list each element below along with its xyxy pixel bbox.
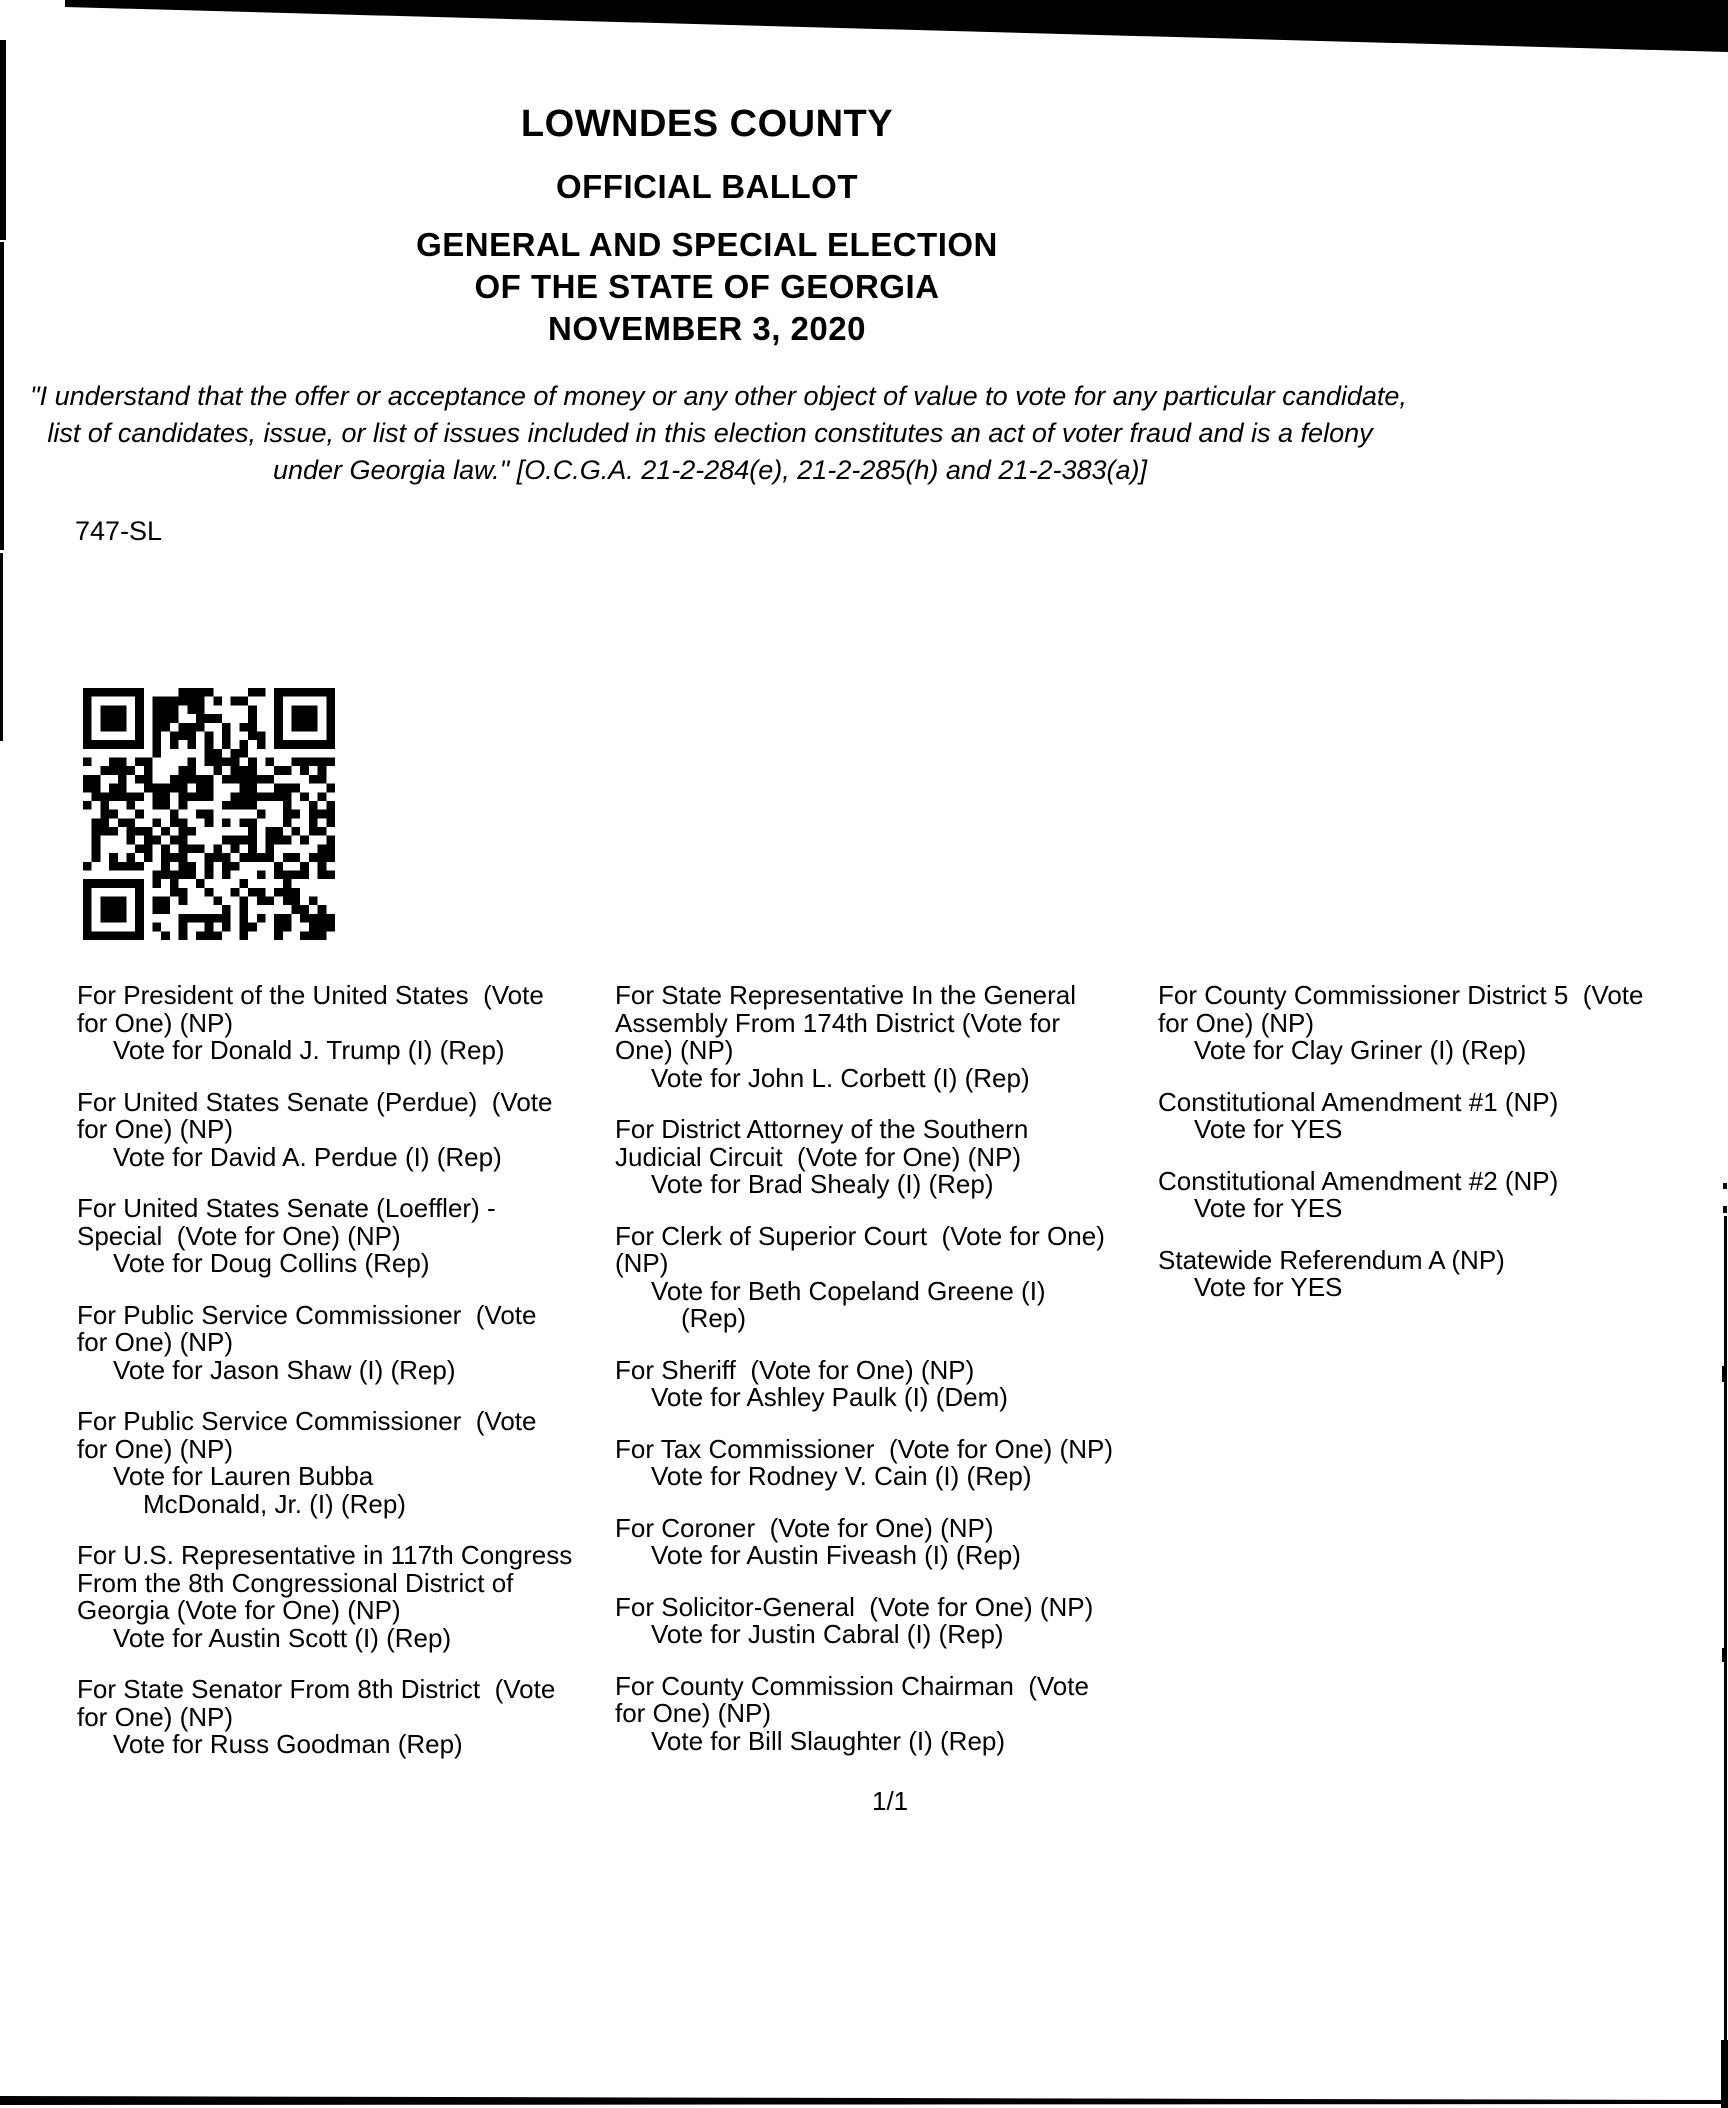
vote-for-line: Vote for Lauren Bubba [113, 1461, 374, 1491]
disclaimer-line: list of candidates, issue, or list of issues included in this election constitutes an act of voter fraud and is a felony [47, 418, 1373, 448]
contest [1158, 1244, 1723, 1302]
vote-for-line: Vote for Rodney V. Cain (I) (Rep) [651, 1461, 1032, 1491]
contest-title-line: For Public Service Commissioner (Vote [77, 1406, 537, 1436]
election-title [0, 224, 1414, 350]
contest-title-line: For Solicitor-General (Vote for One) (NP) [615, 1591, 1094, 1622]
disclaimer-line: "I understand that the offer or acceptance of money or any other object of value to vote for any particular candidate, [30, 381, 1407, 411]
contest-title-line: Georgia (Vote for One) (NP) [77, 1595, 401, 1625]
contest [77, 1542, 617, 1652]
qr-code-image [73, 688, 345, 940]
vote-for-line: Vote for YES [1194, 1272, 1343, 1302]
vote-for-line: McDonald, Jr. (I) (Rep) [143, 1488, 406, 1519]
disclaimer-line: under Georgia law." [O.C.G.A. 21-2-284(e), 21-2-285(h) and 21-2-383(a)] [272, 455, 1148, 485]
contest-title-line: For United States Senate (Loeffler) - [77, 1193, 496, 1223]
voter-fraud-disclaimer [30, 378, 1407, 489]
contest-title-line: for One) (NP) [77, 1114, 234, 1144]
contest-title-line: For County Commissioner District 5 (Vote [1158, 980, 1644, 1010]
contest-title-line: Constitutional Amendment #2 (NP) [1158, 1165, 1559, 1196]
page-number: 1/1 [872, 1786, 909, 1816]
vote-for-line: Vote for Clay Griner (I) (Rep) [1194, 1035, 1527, 1065]
contest-title-line: Judicial Circuit (Vote for One) (NP) [615, 1141, 1022, 1172]
contest [615, 1433, 1160, 1491]
vote-for-line: Vote for Beth Copeland Greene (I) [651, 1275, 1046, 1306]
contest [615, 1512, 1160, 1570]
contest-title-line: Statewide Referendum A (NP) [1158, 1244, 1505, 1275]
contest-title-line: for One) (NP) [77, 1327, 234, 1357]
election-title-line: NOVEMBER 3, 2020 [548, 310, 866, 347]
contest [615, 1354, 1160, 1412]
contest-title-line: One) (NP) [615, 1035, 734, 1065]
contest-title-line: for One) (NP) [77, 1007, 234, 1038]
vote-for-line: Vote for John L. Corbett (I) (Rep) [651, 1062, 1030, 1093]
official-ballot-title: OFFICIAL BALLOT [555, 168, 859, 205]
vote-for-line: Vote for Doug Collins (Rep) [113, 1248, 430, 1278]
contest [615, 1116, 1160, 1199]
contest [615, 1670, 1160, 1756]
vote-for-line: Vote for Austin Fiveash (I) (Rep) [651, 1540, 1021, 1570]
contest-title-line: Constitutional Amendment #1 (NP) [1158, 1086, 1559, 1117]
contest-title-line: For U.S. Representative in 117th Congress [77, 1540, 573, 1570]
election-title-line: GENERAL AND SPECIAL ELECTION [416, 226, 998, 263]
vote-for-line: Vote for Bill Slaughter (I) (Rep) [651, 1725, 1006, 1756]
contest-title-line: For United States Senate (Perdue) (Vote [77, 1086, 553, 1117]
ballot-style-code: 747-SL [75, 516, 163, 546]
contest [1158, 1086, 1723, 1144]
contest [77, 1676, 617, 1759]
contest-title-line: For Coroner (Vote for One) (NP) [615, 1512, 994, 1543]
contest [615, 1591, 1160, 1649]
county-title: LOWNDES COUNTY [520, 103, 894, 145]
contest [1158, 982, 1723, 1065]
contest-title-line: For State Senator From 8th District (Vote [77, 1674, 556, 1704]
vote-for-line: Vote for Justin Cabral (I) (Rep) [651, 1619, 1004, 1649]
contest-title-line: For State Representative In the General [615, 980, 1077, 1010]
contest-title-line: For Clerk of Superior Court (Vote for One) [615, 1220, 1105, 1251]
contest-title-line: Assembly From 174th District (Vote for [615, 1007, 1061, 1038]
ballot-column-2 [615, 982, 1160, 1779]
contest [77, 1299, 617, 1385]
ballot-column-1 [77, 982, 617, 1783]
contest-title-line: From the 8th Congressional District of [77, 1567, 514, 1598]
vote-for-line: Vote for YES [1194, 1114, 1343, 1144]
contest-title-line: for One) (NP) [1158, 1007, 1315, 1038]
contest-title-line: For Tax Commissioner (Vote for One) (NP) [615, 1433, 1113, 1464]
vote-for-line: Vote for YES [1194, 1193, 1343, 1223]
vote-for-line: Vote for Brad Shealy (I) (Rep) [651, 1169, 994, 1199]
vote-for-line: Vote for Donald J. Trump (I) (Rep) [113, 1035, 505, 1065]
vote-for-line: Vote for Austin Scott (I) (Rep) [113, 1622, 452, 1653]
contest [77, 982, 617, 1065]
contest [77, 1408, 617, 1518]
contest [1158, 1165, 1723, 1223]
vote-for-line: Vote for Ashley Paulk (I) (Dem) [651, 1382, 1008, 1412]
vote-for-line: Vote for Russ Goodman (Rep) [113, 1729, 463, 1759]
vote-for-line: (Rep) [681, 1303, 747, 1333]
election-title-line: OF THE STATE OF GEORGIA [474, 268, 940, 305]
contest-title-line: (NP) [615, 1248, 669, 1278]
contest [615, 1220, 1160, 1333]
vote-for-line: Vote for Jason Shaw (I) (Rep) [113, 1354, 456, 1385]
contest-title-line: For County Commission Chairman (Vote [615, 1670, 1089, 1701]
contest-title-line: for One) (NP) [615, 1698, 772, 1728]
vote-for-line: Vote for David A. Perdue (I) (Rep) [113, 1141, 502, 1172]
contest-title-line: For District Attorney of the Southern [615, 1114, 1029, 1144]
contest-title-line: For Sheriff (Vote for One) (NP) [615, 1354, 975, 1385]
contest [77, 1086, 617, 1172]
contest-title-line: For Public Service Commissioner (Vote [77, 1299, 537, 1330]
contest-title-line: For President of the United States (Vote [77, 980, 544, 1010]
contest [77, 1195, 617, 1278]
contest-title-line: for One) (NP) [77, 1701, 234, 1732]
ballot-column-3 [1158, 982, 1723, 1326]
contest [615, 982, 1160, 1092]
contest-title-line: for One) (NP) [77, 1433, 234, 1464]
contest-title-line: Special (Vote for One) (NP) [77, 1220, 401, 1251]
